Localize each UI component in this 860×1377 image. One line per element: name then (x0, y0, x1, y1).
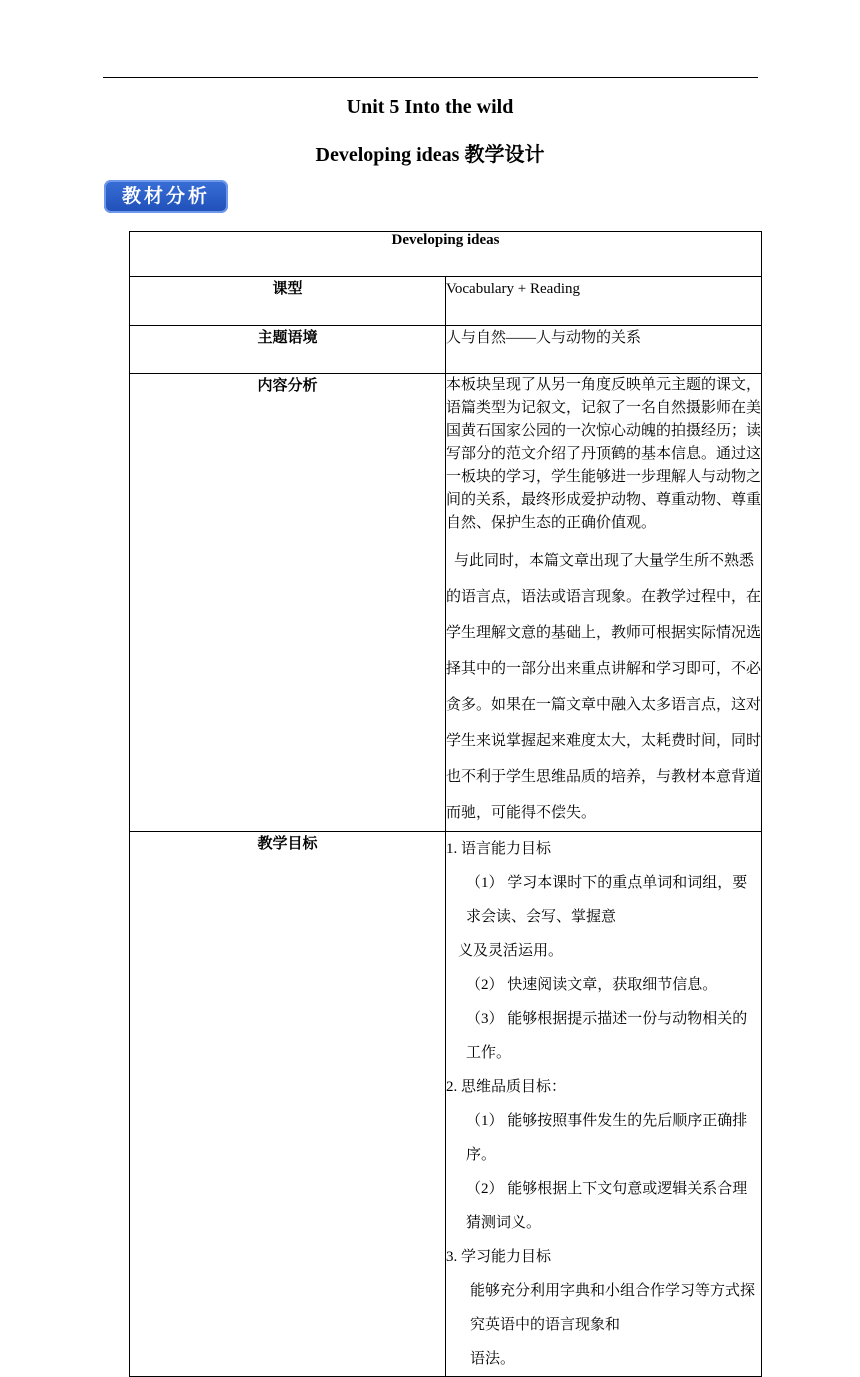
analysis-label: 内容分析 (130, 374, 446, 832)
goals-section-2-item-1: （1） 能够按照事件发生的先后顺序正确排序。 (466, 1113, 748, 1163)
goals-section-2-title: 2. 思维品质目标： (446, 1079, 567, 1095)
table-row-goals (130, 832, 762, 1377)
goals-label: 教学目标 (130, 832, 446, 1377)
topic-label: 主题语境 (130, 326, 446, 374)
table-header-row (130, 232, 762, 277)
goals-section-2-item-2: （2） 能够根据上下文句意或逻辑关系合理猜测词义。 (466, 1181, 748, 1231)
topic-value: 人与自然——人与动物的关系 (446, 326, 762, 374)
goals-section-1-item-1: （1） 学习本课时下的重点单词和词组，要求会读、会写、掌握意 (466, 875, 748, 925)
document-subtitle: Developing ideas 教学设计 (315, 144, 545, 166)
type-label: 课型 (130, 277, 446, 326)
goals-section-1-title: 1. 语言能力目标 (446, 841, 552, 857)
document-title: Unit 5 Into the wild (346, 96, 514, 118)
goals-section-1-item-3: （3） 能够根据提示描述一份与动物相关的工作。 (466, 1011, 748, 1061)
lesson-table (129, 231, 762, 1377)
table-row-analysis (130, 374, 762, 832)
type-value: Vocabulary + Reading (446, 277, 762, 326)
goals-section-3-text: 能够充分利用字典和小组合作学习等方式探究英语中的语言现象和 (470, 1283, 756, 1333)
table-row-topic (130, 326, 762, 374)
section-badge: 教材分析 (104, 180, 228, 213)
goals-section-1-item-2: （2） 快速阅读文章，获取细节信息。 (466, 977, 718, 993)
analysis-paragraph-2: 与此同时，本篇文章出现了大量学生所不熟悉的语言点，语法或语言现象。在教学过程中，在学生理解文意的基础上，教师可根据实际情况选择其中的一部分出来重点讲解和学习即可，不必贪多。如果在一篇文章中融入太多语言点，这对学生来说掌握起来难度太大，太耗费时间，同时也不利于学生思维品质的培养，与教材本意背道而驰，可能得不偿失。 (446, 553, 762, 821)
analysis-content (446, 374, 762, 832)
goals-section-1-item-1-cont: 义及灵活运用。 (458, 943, 564, 959)
goals-content (446, 832, 762, 1377)
table-row-type (130, 277, 762, 326)
goals-section-3-text-cont: 语法。 (470, 1351, 516, 1367)
header-rule (103, 77, 758, 78)
analysis-paragraph-1: 本板块呈现了从另一角度反映单元主题的课文，语篇类型为记叙文，记叙了一名自然摄影师在美国黄石国家公园的一次惊心动魄的拍摄经历；读写部分的范文介绍了丹顶鹤的基本信息。通过这一板块的学习，学生能够进一步理解人与动物之间的关系，最终形成爱护动物、尊重动物、尊重自然、保护生态的正确价值观。 (446, 377, 762, 531)
table-header: Developing ideas (130, 232, 762, 277)
goals-section-3-title: 3. 学习能力目标 (446, 1249, 552, 1265)
